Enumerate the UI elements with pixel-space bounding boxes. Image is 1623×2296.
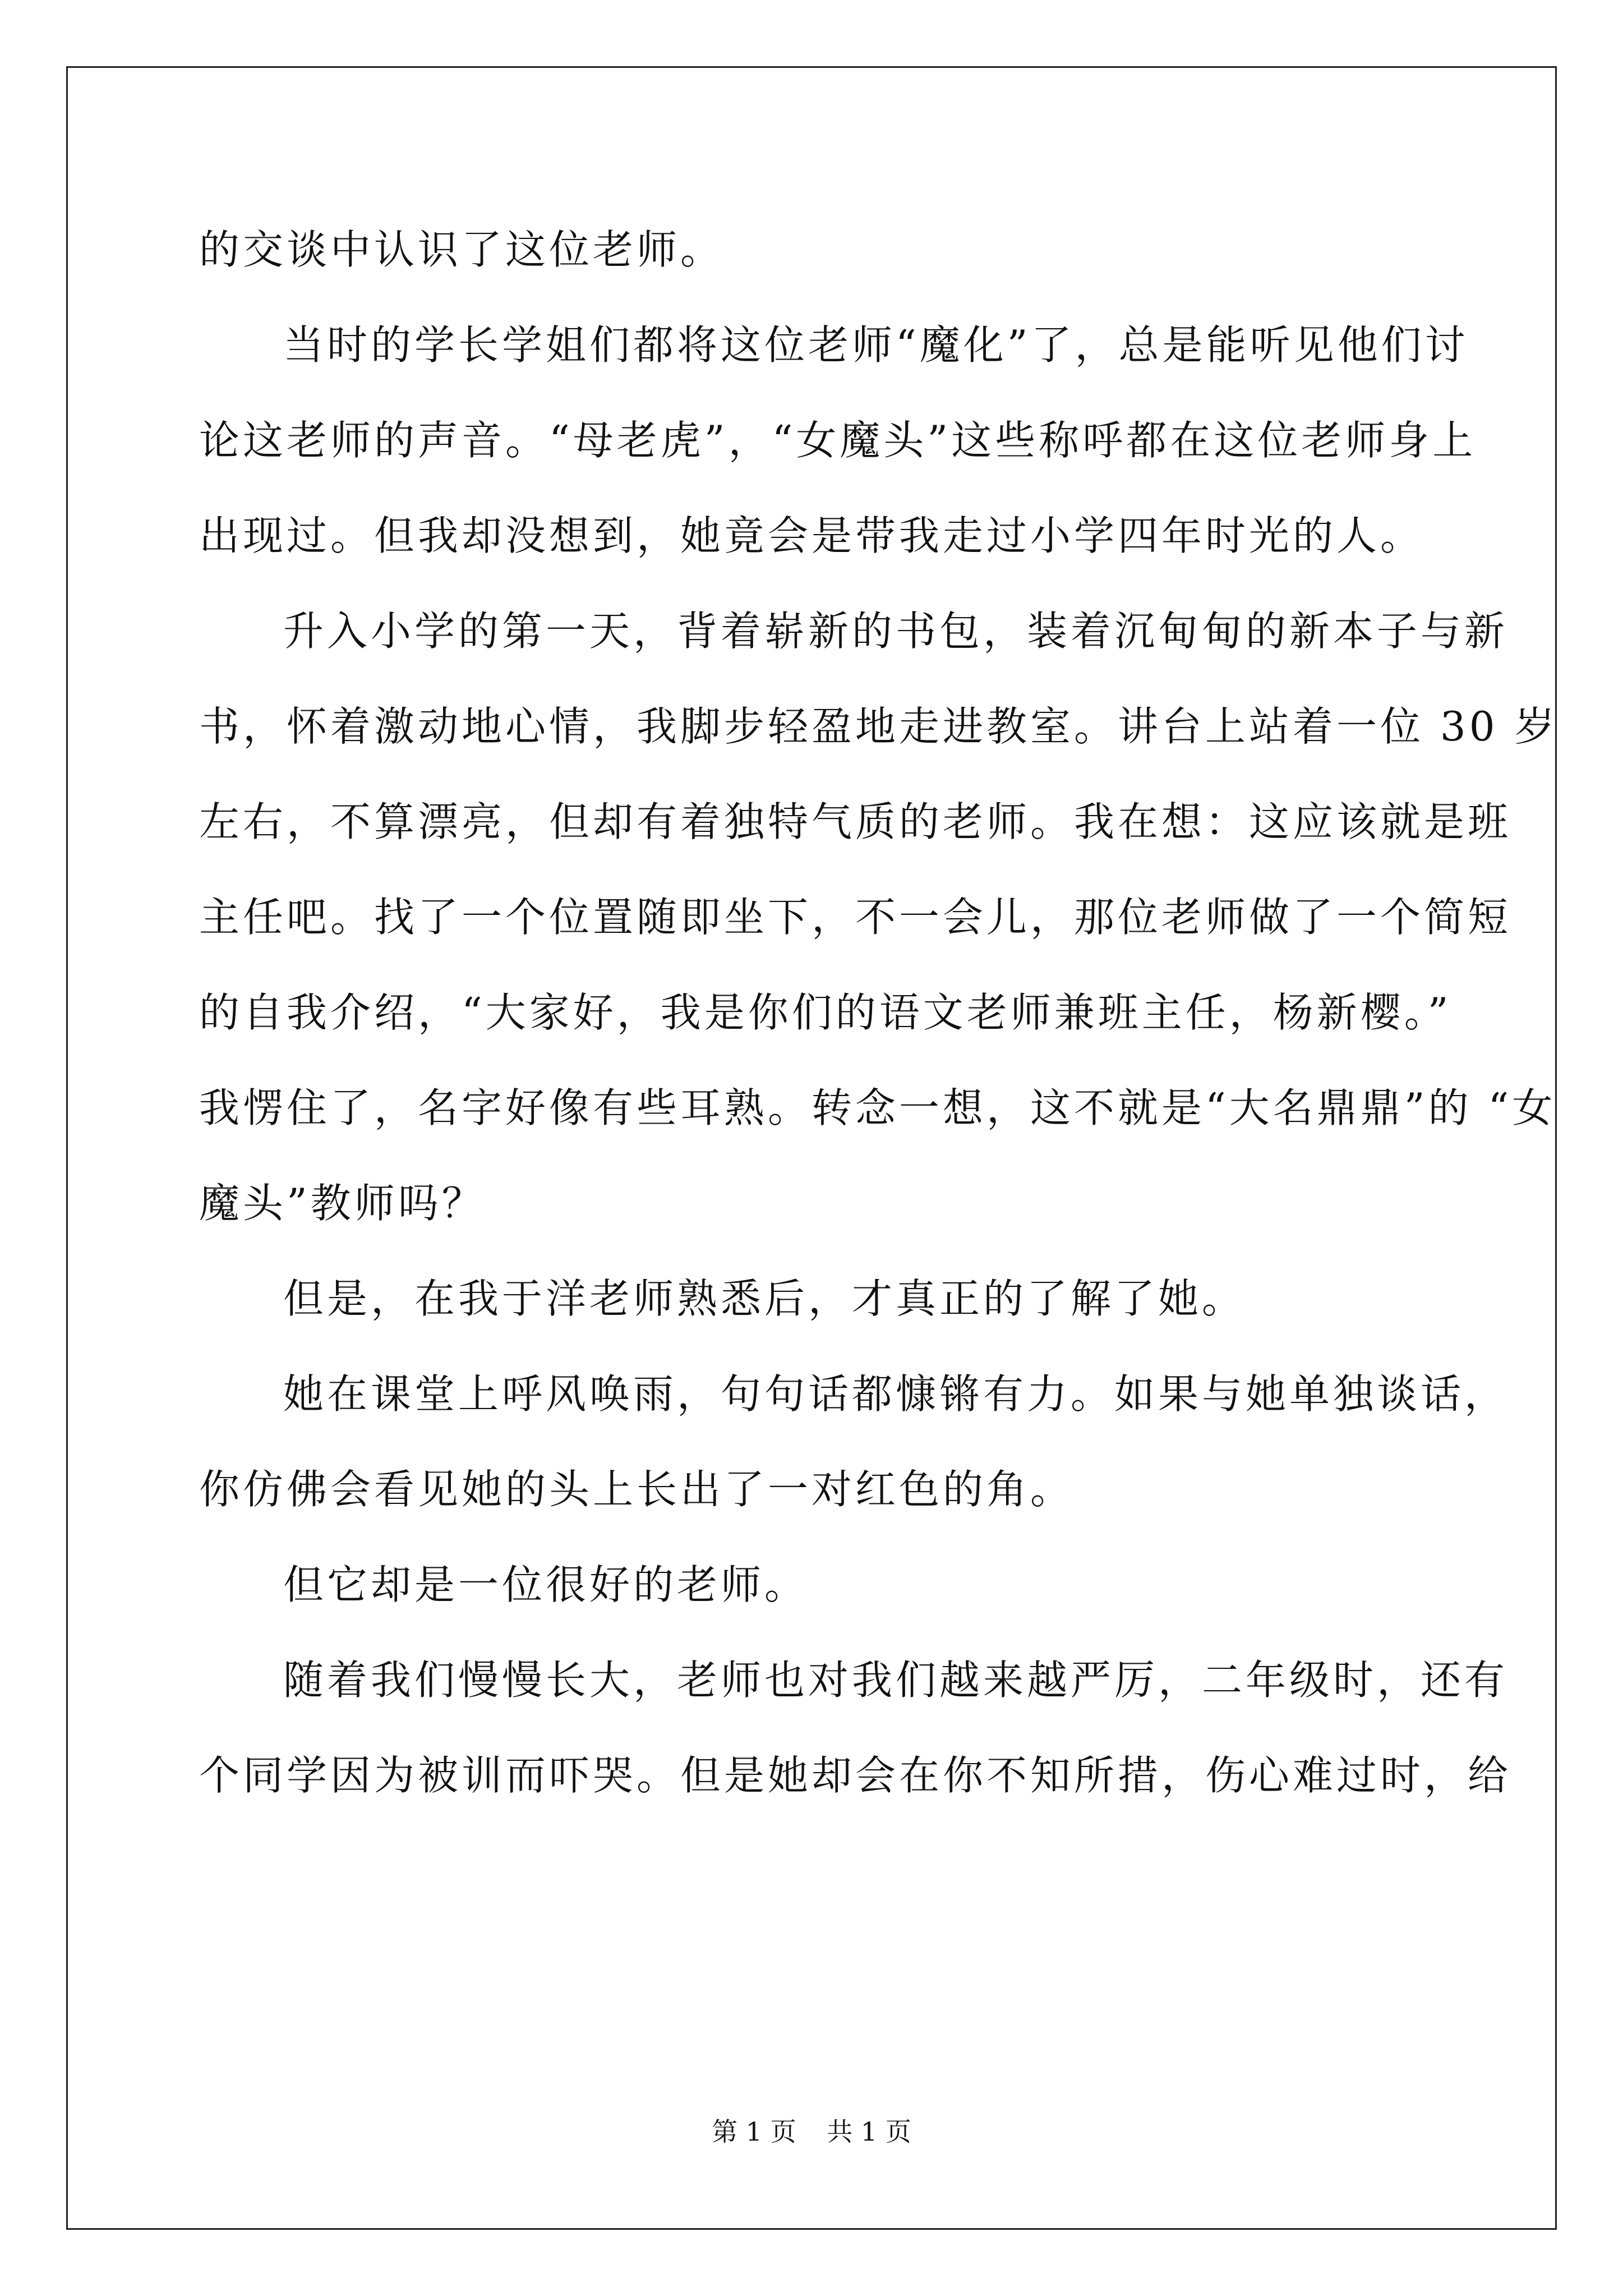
page-number: 第 1 页 [712, 2116, 796, 2147]
text-line: 随着我们慢慢长大，老师也对我们越来越严厉，二年级时，还有 [283, 1657, 1509, 1704]
text-line: 个同学因为被训而吓哭。但是她却会在你不知所措，伤心难过时，给 [199, 1752, 1512, 1799]
text-line: 但它却是一位很好的老师。 [283, 1561, 809, 1608]
text-line: 左右，不算漂亮，但却有着独特气质的老师。我在想：这应该就是班 [199, 798, 1512, 845]
text-line: 魔头”教师吗？ [199, 1180, 486, 1227]
text-line: 但是，在我于洋老师熟悉后，才真正的了解了她。 [283, 1275, 1246, 1322]
text-line: 升入小学的第一天，背着崭新的书包，装着沉甸甸的新本子与新 [283, 608, 1509, 655]
text-line: 你仿佛会看见她的头上长出了一对红色的角。 [199, 1466, 1075, 1513]
text-line: 她在课堂上呼风唤雨，句句话都慷锵有力。如果与她单独谈话， [283, 1370, 1509, 1418]
page-total: 共 1 页 [827, 2116, 911, 2147]
text-line: 我愣住了，名字好像有些耳熟。转念一想，这不就是“大名鼎鼎”的 “女 [199, 1084, 1556, 1131]
document-body [199, 202, 1559, 1823]
text-line: 当时的学长学姐们都将这位老师“魔化”了，总是能听见他们讨 [283, 321, 1469, 369]
text-line: 主任吧。找了一个位置随即坐下，不一会儿，那位老师做了一个简短 [199, 894, 1512, 941]
text-line: 出现过。但我却没想到，她竟会是带我走过小学四年时光的人。 [199, 512, 1424, 559]
text-line: 论这老师的声音。“母老虎”，“女魔头”这些称呼都在这位老师身上 [199, 417, 1477, 464]
text-line: 书，怀着激动地心情，我脚步轻盈地走进教室。讲台上站着一位 30 岁 [199, 703, 1559, 750]
page-footer [0, 2115, 1623, 2148]
text-line: 的自我介绍，“大家好，我是你们的语文老师兼班主任，杨新樱。” [199, 989, 1452, 1036]
text-line: 的交谈中认识了这位老师。 [199, 226, 725, 273]
